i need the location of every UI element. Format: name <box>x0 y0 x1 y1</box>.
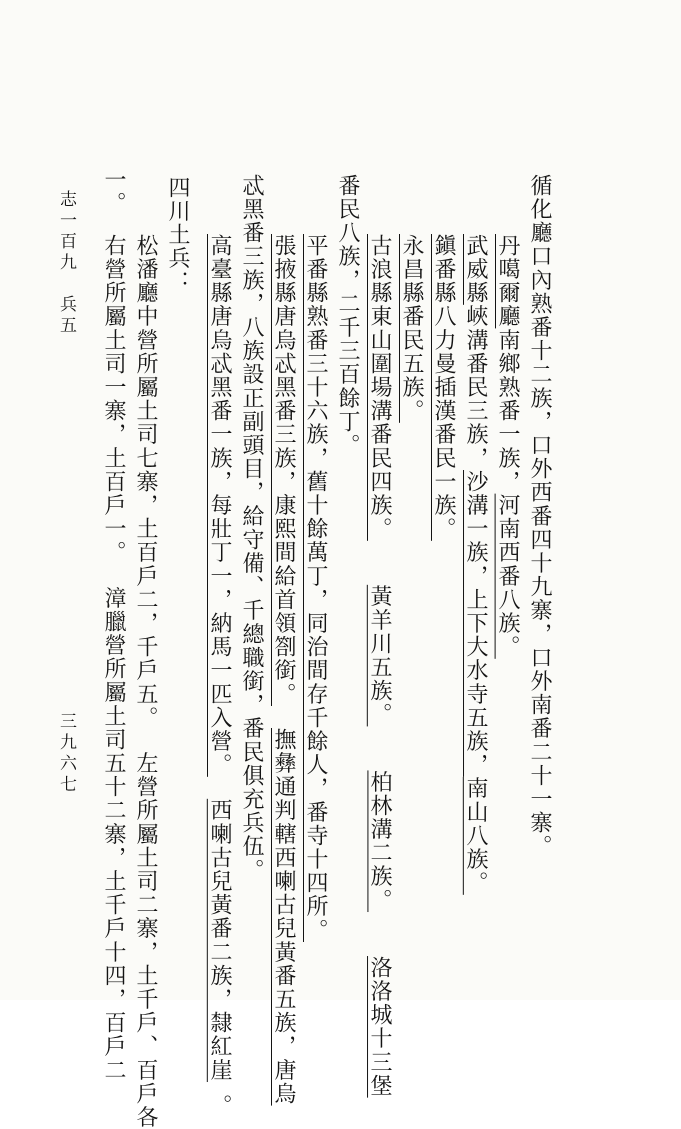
text-column-13 <box>130 234 160 1129</box>
text-segment: 一。 <box>101 168 126 216</box>
text-segment: 南鄉熟番一族， <box>495 328 520 494</box>
text-column-07 <box>332 174 362 457</box>
text-column-14 <box>98 168 128 215</box>
text-column-01 <box>524 174 554 858</box>
text-segment: 平番縣熟番三十六族，舊十餘萬丁，同治間存千餘人，番寺十四所。 <box>303 234 328 942</box>
text-segment: 右營所屬土司一寨，土百戶一。 <box>101 234 126 565</box>
text-segment: 鎭番縣八力曼插漢番民一族。 <box>431 234 456 541</box>
text-column-04 <box>428 234 458 541</box>
text-column-02 <box>492 234 522 659</box>
text-segment: 古浪縣東山圍場溝番民四族。 <box>367 234 392 541</box>
text-segment: 忒黑番三族，八族設正副頭目，給守備、千總職銜，番民俱充兵伍。 <box>239 174 264 882</box>
text-segment: 南山八族。 <box>463 776 488 895</box>
text-segment: 。 <box>207 1094 232 1118</box>
chapter-marginal-label: 志一百九 兵五 <box>56 190 76 337</box>
text-segment: 黃羊川五族。 <box>367 584 392 727</box>
text-segment: 西喇古兒黃番二族，隸紅崖 <box>207 798 232 1083</box>
text-segment: 河南西番八族。 <box>495 493 520 659</box>
text-segment: 張掖縣唐烏忒黑番三族，康熙間給首領劄銜。 <box>271 234 296 706</box>
text-column-12 <box>162 176 192 294</box>
text-segment: 洛洛城十三堡 <box>367 956 392 1098</box>
text-column-09 <box>268 234 298 1106</box>
page-number: 三九六七 <box>56 712 76 796</box>
text-segment: 左營所屬土司二寨，土千戶、百戶各 <box>133 751 158 1129</box>
text-segment: 永昌縣番民五族。 <box>399 234 424 423</box>
text-segment: 丹噶爾廳 <box>495 234 520 329</box>
text-column-11 <box>204 234 234 1118</box>
text-segment: 沙溝一族， <box>463 470 488 589</box>
text-segment: 循化廳口內熟番十二族，口外西番四十九寨，口外南番二十一寨。 <box>527 174 552 859</box>
text-segment: 松潘廳中營所屬土司七寨，土百戶二，千戶五。 <box>133 234 158 730</box>
text-segment: 峽溝番民三族， <box>463 304 488 471</box>
text-column-06 <box>364 234 394 1098</box>
text-segment: 柏林溝二族。 <box>367 770 392 913</box>
text-column-10 <box>236 174 266 882</box>
text-segment: 上下大水寺五族， <box>463 588 488 777</box>
text-segment: 撫彝通判轄西喇古兒黃番五族，唐烏 <box>271 728 296 1106</box>
text-segment: 武威縣 <box>463 234 488 305</box>
text-column-15 <box>98 234 128 1082</box>
text-column-03 <box>460 234 490 895</box>
text-segment: 四川土兵： <box>165 176 190 294</box>
text-column-05 <box>396 234 426 423</box>
text-column-08 <box>300 234 330 942</box>
text-segment: 番民八族，二千三百餘丁。 <box>335 174 360 458</box>
text-segment: 漳臘營所屬土司五十二寨，土千戶十四，百戶二 <box>101 586 126 1083</box>
text-segment: 高臺縣唐烏忒黑番一族，每壯丁一，納馬一匹入營。 <box>207 234 232 777</box>
